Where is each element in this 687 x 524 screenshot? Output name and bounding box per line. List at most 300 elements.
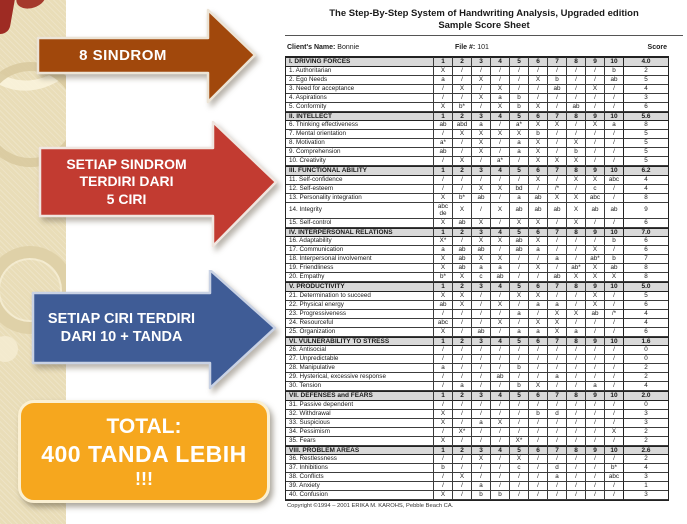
trait-cell: /: [548, 292, 567, 301]
section-name: VIII. PROBLEM AREAS: [286, 446, 434, 456]
arrow-label: [38, 38, 208, 73]
trait-cell: /: [605, 157, 624, 166]
trait-label: 28. Manipulative: [286, 364, 434, 373]
trait-cell: /: [453, 419, 472, 428]
trait-cell: a: [605, 121, 624, 130]
trait-cell: /: [434, 401, 453, 410]
trait-score: 3: [624, 419, 668, 428]
trait-cell: /: [567, 401, 586, 410]
trait-cell: /: [453, 491, 472, 500]
trait-cell: /: [605, 219, 624, 228]
trait-label: 21. Determination to succeed: [286, 292, 434, 301]
trait-cell: /: [529, 85, 548, 94]
trait-row: [286, 130, 668, 139]
trait-score: 4: [624, 85, 668, 94]
trait-cell: /: [529, 310, 548, 319]
column-number: 7: [548, 391, 567, 401]
trait-cell: /: [605, 401, 624, 410]
trait-cell: /: [529, 364, 548, 373]
column-number: 6: [529, 228, 548, 238]
trait-cell: /: [491, 437, 510, 446]
column-number: 6: [529, 337, 548, 347]
trait-cell: ab: [453, 255, 472, 264]
column-number: 2: [453, 112, 472, 122]
trait-cell: X: [453, 473, 472, 482]
column-number: 10: [605, 112, 624, 122]
trait-cell: a: [434, 246, 453, 255]
trait-score: 5: [624, 139, 668, 148]
trait-cell: /: [491, 473, 510, 482]
trait-cell: /: [472, 437, 491, 446]
trait-cell: /: [453, 373, 472, 382]
sheet-title-line1: The Step-By-Step System of Handwriting Analysis, Upgraded edition: [329, 8, 639, 19]
trait-score: 3: [624, 410, 668, 419]
trait-cell: /: [510, 410, 529, 419]
trait-row: [286, 94, 668, 103]
section-score: 1.6: [624, 337, 668, 347]
trait-cell: abc: [605, 473, 624, 482]
trait-cell: /: [605, 148, 624, 157]
trait-cell: /: [453, 176, 472, 185]
trait-cell: /: [567, 382, 586, 391]
trait-cell: /: [472, 473, 491, 482]
trait-cell: X: [434, 328, 453, 337]
trait-cell: /: [453, 139, 472, 148]
column-number: 4: [491, 337, 510, 347]
trait-cell: /: [453, 319, 472, 328]
trait-score: 3: [624, 491, 668, 500]
trait-cell: X: [548, 328, 567, 337]
column-number: 2: [453, 337, 472, 347]
trait-cell: /: [491, 67, 510, 76]
trait-label: 36. Restlessness: [286, 455, 434, 464]
trait-cell: X: [453, 301, 472, 310]
trait-cell: X: [472, 237, 491, 246]
trait-cell: /: [548, 419, 567, 428]
trait-cell: /: [529, 401, 548, 410]
trait-cell: /: [510, 482, 529, 491]
trait-row: [286, 410, 668, 419]
trait-row: [286, 292, 668, 301]
trait-label: 37. Inhibitions: [286, 464, 434, 473]
trait-cell: /: [586, 364, 605, 373]
column-number: 10: [605, 57, 624, 67]
column-number: 3: [472, 228, 491, 238]
trait-label: 6. Thinking effectiveness: [286, 121, 434, 130]
trait-cell: a: [510, 148, 529, 157]
trait-cell: /: [529, 273, 548, 282]
trait-cell: b: [529, 410, 548, 419]
trait-cell: /: [605, 410, 624, 419]
trait-row: [286, 419, 668, 428]
trait-row: [286, 455, 668, 464]
trait-cell: /: [586, 103, 605, 112]
trait-score: 5: [624, 148, 668, 157]
trait-cell: /: [472, 176, 491, 185]
trait-cell: /: [472, 364, 491, 373]
trait-label: 14. Integrity: [286, 203, 434, 219]
trait-cell: abc de: [434, 203, 453, 219]
trait-cell: /: [586, 346, 605, 355]
trait-cell: /: [510, 428, 529, 437]
column-number: 5: [510, 112, 529, 122]
section-name: III. FUNCTIONAL ABILITY: [286, 166, 434, 176]
trait-score: 6: [624, 103, 668, 112]
trait-cell: /: [548, 482, 567, 491]
trait-cell: X: [567, 194, 586, 203]
column-number: 9: [586, 57, 605, 67]
column-number: 10: [605, 391, 624, 401]
trait-cell: /: [472, 103, 491, 112]
trait-cell: /: [529, 464, 548, 473]
column-number: 8: [567, 166, 586, 176]
trait-cell: /: [491, 482, 510, 491]
column-number: 1: [434, 228, 453, 238]
client-name: Client's Name: Bonnie: [287, 44, 360, 51]
trait-cell: /: [491, 176, 510, 185]
trait-row: [286, 176, 668, 185]
trait-cell: /: [529, 428, 548, 437]
column-number: 1: [434, 112, 453, 122]
trait-cell: ab: [605, 264, 624, 273]
trait-label: 35. Fears: [286, 437, 434, 446]
trait-cell: /: [548, 148, 567, 157]
column-number: 2: [453, 166, 472, 176]
trait-score: 5: [624, 292, 668, 301]
trait-cell: /: [510, 346, 529, 355]
trait-cell: /: [567, 76, 586, 85]
trait-cell: ab: [548, 203, 567, 219]
trait-cell: X: [510, 130, 529, 139]
section-score: 2.0: [624, 391, 668, 401]
column-number: 7: [548, 166, 567, 176]
trait-cell: /: [605, 292, 624, 301]
trait-row: [286, 246, 668, 255]
trait-cell: /: [472, 382, 491, 391]
trait-cell: /: [491, 355, 510, 364]
trait-cell: b: [510, 94, 529, 103]
trait-cell: b: [510, 382, 529, 391]
trait-cell: X: [586, 121, 605, 130]
trait-score: 4: [624, 176, 668, 185]
circle-decoration: [0, 336, 18, 362]
trait-score: 2: [624, 437, 668, 446]
trait-label: 7. Mental orientation: [286, 130, 434, 139]
trait-cell: /: [472, 464, 491, 473]
trait-cell: /: [472, 373, 491, 382]
trait-cell: X: [472, 139, 491, 148]
trait-cell: /: [453, 364, 472, 373]
trait-cell: /: [472, 310, 491, 319]
total-line: TOTAL:: [106, 414, 182, 438]
trait-cell: /: [605, 301, 624, 310]
column-number: 3: [472, 337, 491, 347]
trait-label: 17. Communication: [286, 246, 434, 255]
trait-cell: /: [605, 94, 624, 103]
copyright-line: Copyright ©1994 – 2001 ERIKA M. KAROHS, Pebble Beach CA.: [287, 503, 454, 509]
client-header-row: [285, 44, 669, 55]
trait-cell: /: [548, 103, 567, 112]
trait-cell: /: [605, 139, 624, 148]
trait-label: 11. Self-confidence: [286, 176, 434, 185]
trait-cell: /: [605, 491, 624, 500]
trait-row: [286, 428, 668, 437]
column-number: 5: [510, 57, 529, 67]
trait-cell: /: [548, 264, 567, 273]
trait-cell: /: [548, 355, 567, 364]
column-number: 9: [586, 112, 605, 122]
column-number: 3: [472, 166, 491, 176]
trait-row: [286, 328, 668, 337]
trait-cell: /: [605, 455, 624, 464]
score-table: [285, 56, 669, 501]
trait-cell: X: [529, 264, 548, 273]
trait-cell: bd: [510, 185, 529, 194]
trait-cell: X: [491, 203, 510, 219]
trait-score: 5: [624, 76, 668, 85]
column-number: 5: [510, 166, 529, 176]
trait-cell: /: [434, 428, 453, 437]
trait-cell: X: [510, 292, 529, 301]
trait-cell: b*: [453, 194, 472, 203]
trait-cell: /: [529, 67, 548, 76]
trait-label: 23. Progressiveness: [286, 310, 434, 319]
trait-cell: a: [434, 364, 453, 373]
trait-cell: X: [491, 237, 510, 246]
column-number: 4: [491, 446, 510, 456]
trait-cell: /: [529, 346, 548, 355]
trait-label: 32. Withdrawal: [286, 410, 434, 419]
trait-cell: /: [605, 364, 624, 373]
trait-row: [286, 103, 668, 112]
trait-cell: X: [529, 121, 548, 130]
trait-cell: /: [434, 157, 453, 166]
trait-cell: X: [434, 491, 453, 500]
trait-cell: ab: [548, 273, 567, 282]
column-number: 6: [529, 57, 548, 67]
section-score: 6.2: [624, 166, 668, 176]
trait-cell: a*: [491, 157, 510, 166]
trait-cell: a: [510, 194, 529, 203]
trait-cell: /: [434, 346, 453, 355]
trait-cell: a: [472, 482, 491, 491]
trait-cell: ab: [529, 203, 548, 219]
column-number: 8: [567, 337, 586, 347]
trait-label: 2. Ego Needs: [286, 76, 434, 85]
trait-row: [286, 373, 668, 382]
trait-cell: /: [586, 455, 605, 464]
trait-cell: X: [548, 121, 567, 130]
trait-cell: /: [529, 473, 548, 482]
trait-cell: b: [548, 76, 567, 85]
trait-cell: X: [567, 310, 586, 319]
trait-cell: /: [567, 301, 586, 310]
column-number: 4: [491, 166, 510, 176]
trait-cell: /: [586, 419, 605, 428]
trait-cell: /: [567, 473, 586, 482]
trait-cell: X*: [453, 428, 472, 437]
trait-row: [286, 139, 668, 148]
trait-cell: /: [510, 355, 529, 364]
trait-cell: /: [510, 67, 529, 76]
trait-cell: a: [529, 328, 548, 337]
trait-cell: X: [529, 139, 548, 148]
trait-cell: b: [605, 67, 624, 76]
trait-cell: b: [605, 237, 624, 246]
trait-label: 1. Authoritarian: [286, 67, 434, 76]
trait-label: 18. Interpersonal involvement: [286, 255, 434, 264]
trait-cell: X: [491, 130, 510, 139]
trait-cell: X: [567, 273, 586, 282]
trait-cell: /: [453, 76, 472, 85]
column-number: 3: [472, 391, 491, 401]
trait-score: 0: [624, 355, 668, 364]
trait-row: [286, 237, 668, 246]
trait-cell: /: [567, 482, 586, 491]
trait-cell: /: [586, 237, 605, 246]
column-number: 7: [548, 57, 567, 67]
trait-cell: X: [529, 157, 548, 166]
trait-cell: /: [434, 382, 453, 391]
trait-label: 31. Passive dependent: [286, 401, 434, 410]
trait-score: 8: [624, 264, 668, 273]
trait-cell: /: [453, 237, 472, 246]
trait-row: [286, 364, 668, 373]
trait-cell: abc: [434, 319, 453, 328]
trait-cell: /: [510, 157, 529, 166]
trait-cell: /: [491, 464, 510, 473]
trait-cell: /: [510, 419, 529, 428]
file-number: File #: 101: [455, 44, 489, 51]
trait-cell: /: [567, 246, 586, 255]
trait-cell: /: [548, 401, 567, 410]
trait-cell: /: [510, 473, 529, 482]
column-number: 1: [434, 337, 453, 347]
trait-cell: /: [567, 346, 586, 355]
trait-score: 7: [624, 255, 668, 264]
trait-cell: /: [472, 292, 491, 301]
trait-cell: X: [567, 139, 586, 148]
trait-score: 4: [624, 382, 668, 391]
arrow-label-line: SETIAP CIRI TERDIRI: [47, 311, 196, 327]
trait-cell: /: [586, 148, 605, 157]
trait-cell: X: [472, 455, 491, 464]
section-score: 7.0: [624, 228, 668, 238]
trait-row: [286, 491, 668, 500]
section-header-row: [286, 337, 668, 347]
trait-cell: /: [434, 176, 453, 185]
trait-cell: abc: [605, 176, 624, 185]
trait-cell: /: [472, 410, 491, 419]
trait-cell: /: [567, 94, 586, 103]
trait-cell: /: [586, 94, 605, 103]
trait-cell: X: [548, 310, 567, 319]
trait-cell: ab: [510, 237, 529, 246]
trait-label: 9. Comprehension: [286, 148, 434, 157]
trait-cell: ab: [472, 194, 491, 203]
trait-cell: c: [510, 464, 529, 473]
section-header-row: [286, 112, 668, 122]
trait-score: 6: [624, 301, 668, 310]
column-number: 10: [605, 282, 624, 292]
trait-cell: X: [472, 76, 491, 85]
trait-row: [286, 482, 668, 491]
trait-cell: /: [453, 346, 472, 355]
trait-cell: /: [453, 355, 472, 364]
trait-cell: /: [586, 319, 605, 328]
trait-cell: /: [510, 301, 529, 310]
section-header-row: [286, 282, 668, 292]
trait-cell: b: [434, 464, 453, 473]
trait-cell: X: [529, 237, 548, 246]
trait-cell: /: [434, 185, 453, 194]
trait-cell: /: [472, 319, 491, 328]
trait-cell: /: [567, 464, 586, 473]
score-sheet: [283, 4, 685, 522]
trait-cell: /: [567, 292, 586, 301]
trait-cell: /: [605, 328, 624, 337]
trait-cell: /: [548, 491, 567, 500]
trait-cell: X: [453, 203, 472, 219]
column-number: 8: [567, 282, 586, 292]
trait-score: 2: [624, 373, 668, 382]
trait-score: 2: [624, 455, 668, 464]
trait-cell: X: [605, 428, 624, 437]
column-number: 5: [510, 228, 529, 238]
trait-cell: X: [453, 157, 472, 166]
trait-cell: b: [510, 364, 529, 373]
trait-cell: /: [434, 94, 453, 103]
trait-cell: /: [529, 455, 548, 464]
trait-row: [286, 310, 668, 319]
trait-score: 6: [624, 237, 668, 246]
trait-cell: /: [586, 401, 605, 410]
section-score: 2.6: [624, 446, 668, 456]
column-number: 6: [529, 446, 548, 456]
trait-cell: ab: [586, 310, 605, 319]
trait-score: 8: [624, 121, 668, 130]
trait-cell: /: [605, 382, 624, 391]
trait-cell: X: [472, 148, 491, 157]
trait-cell: X: [491, 185, 510, 194]
column-number: 1: [434, 57, 453, 67]
trait-cell: X: [491, 85, 510, 94]
column-number: 2: [453, 228, 472, 238]
trait-score: 2: [624, 364, 668, 373]
trait-cell: /: [567, 428, 586, 437]
trait-row: [286, 355, 668, 364]
trait-label: 5. Conformity: [286, 103, 434, 112]
trait-cell: X: [529, 382, 548, 391]
trait-cell: ab: [510, 203, 529, 219]
trait-row: [286, 273, 668, 282]
section-header-row: [286, 446, 668, 456]
trait-cell: /: [491, 364, 510, 373]
trait-cell: /: [472, 355, 491, 364]
trait-label: 25. Organization: [286, 328, 434, 337]
trait-cell: a: [586, 382, 605, 391]
trait-cell: /: [453, 410, 472, 419]
column-number: 8: [567, 112, 586, 122]
column-number: 9: [586, 391, 605, 401]
trait-cell: /: [491, 310, 510, 319]
trait-cell: /: [453, 67, 472, 76]
column-number: 10: [605, 166, 624, 176]
trait-cell: /: [605, 373, 624, 382]
trait-cell: X: [548, 194, 567, 203]
trait-cell: /: [491, 455, 510, 464]
arrow-label-line: 8 SINDROM: [79, 47, 167, 64]
